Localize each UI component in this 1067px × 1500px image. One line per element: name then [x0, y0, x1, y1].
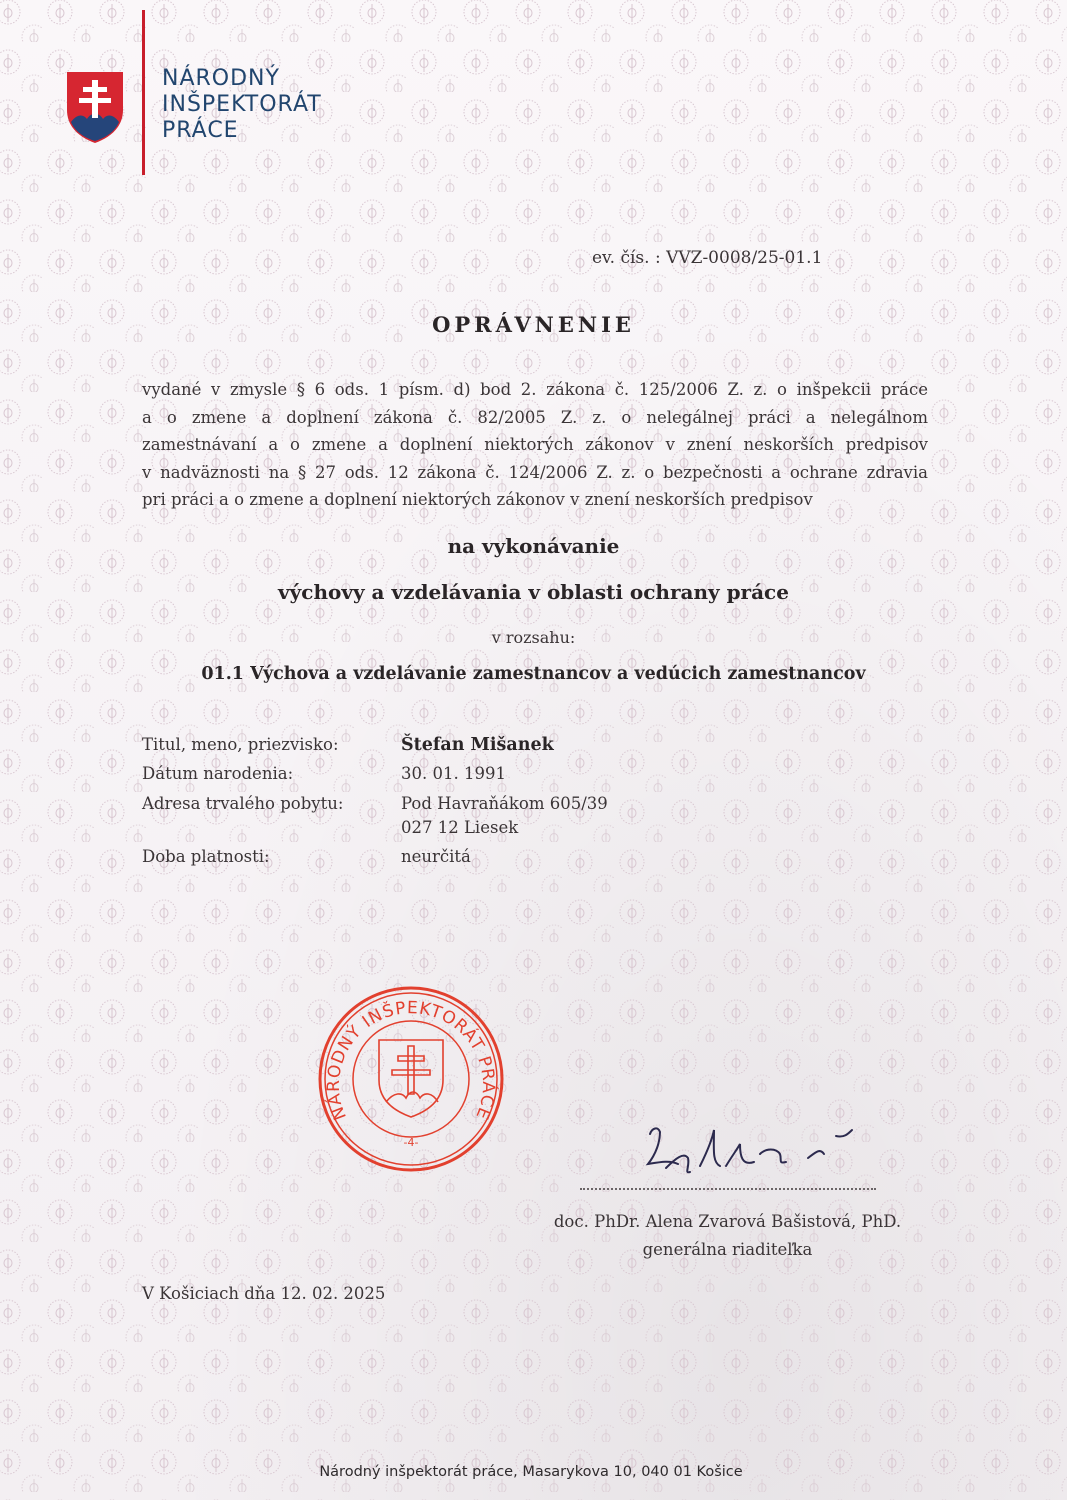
slovak-coat-of-arms-icon — [65, 70, 125, 144]
signer-role: generálna riaditeľka — [642, 1240, 813, 1259]
birth-date-label: Dátum narodenia: — [142, 764, 294, 783]
name-value: Štefan Mišanek — [401, 735, 554, 755]
official-stamp — [316, 984, 506, 1174]
org-name-line-3: PRÁCE — [162, 118, 239, 143]
purpose-line-2: výchovy a vzdelávania v oblasti ochrany práce — [278, 580, 789, 604]
stamp-number: -4- — [403, 1136, 419, 1149]
signature-line — [580, 1188, 876, 1190]
logo-divider — [142, 10, 145, 175]
name-label: Titul, meno, priezvisko: — [142, 735, 339, 754]
footer-address: Národný inšpektorát práce, Masarykova 10, 040 01 Košice — [319, 1464, 743, 1480]
address-label: Adresa trvalého pobytu: — [142, 794, 344, 813]
org-name-line-1: NÁRODNÝ — [162, 66, 280, 91]
purpose-line-1: na vykonávanie — [447, 534, 620, 558]
signer-name: doc. PhDr. Alena Zvarová Bašistová, PhD. — [553, 1212, 902, 1231]
legal-basis-paragraph — [142, 380, 928, 518]
legal-line: v nadväznosti na § 27 ods. 12 zákona č. 124/2006 Z. z. o bezpečnosti a ochrane zdravia — [142, 462, 928, 482]
scope-label: v rozsahu: — [491, 628, 576, 647]
address-line-1: Pod Havraňákom 605/39 — [401, 794, 608, 813]
document-title: OPRÁVNENIE — [432, 312, 635, 337]
handwritten-signature — [630, 1118, 870, 1193]
legal-line: pri práci a o zmene a doplnení niektorých zákonov v znení neskorších predpisov — [142, 490, 813, 509]
registration-number: ev. čís. : VVZ-0008/25-01.1 — [592, 248, 823, 268]
legal-line: zamestnávaní a o zmene a doplnení niektorých zákonov v znení neskorších predpisov — [142, 435, 928, 454]
validity-value: neurčitá — [401, 847, 471, 866]
place-and-date: V Košiciach dňa 12. 02. 2025 — [142, 1284, 386, 1303]
legal-line: a o zmene a doplnení zákona č. 82/2005 Z. z. o nelegálnej práci a nelegálnom — [142, 407, 928, 427]
birth-date-value: 30. 01. 1991 — [401, 764, 506, 783]
legal-line: vydané v zmysle § 6 ods. 1 písm. d) bod 2. zákona č. 125/2006 Z. z. o inšpekcii práce — [142, 380, 928, 399]
stamp-coat-of-arms-icon — [379, 1040, 443, 1117]
validity-label: Doba platnosti: — [142, 847, 270, 866]
org-name-line-2: INŠPEKTORÁT — [162, 92, 322, 117]
stamp-text: NÁRODNÝ INŠPEKTORÁT PRÁCE — [323, 998, 499, 1123]
address-line-2: 027 12 Liesek — [401, 818, 519, 837]
scope-value: 01.1 Výchova a vzdelávanie zamestnancov a vedúcich zamestnancov — [201, 664, 866, 684]
